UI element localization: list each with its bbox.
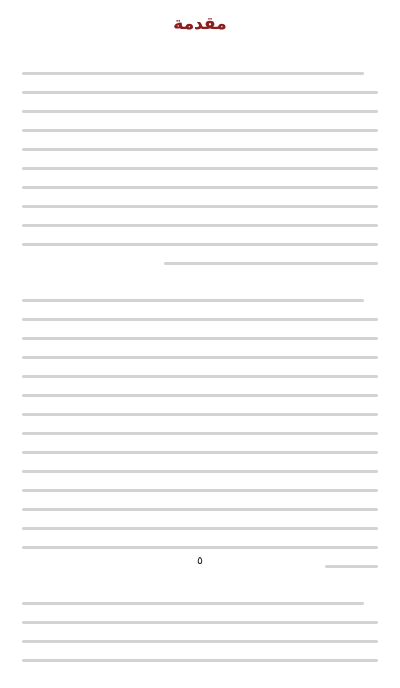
paragraph-3: [22, 594, 378, 670]
page-title: مقدمة: [173, 14, 227, 34]
paragraph-2: [22, 291, 378, 576]
paragraph-2-placeholder: [22, 291, 378, 576]
paragraph-1-placeholder: [22, 64, 378, 273]
body-text: [22, 64, 378, 688]
page-number: ٥: [197, 554, 203, 567]
paragraph-3-placeholder: [22, 594, 378, 670]
paragraph-1: [22, 64, 378, 273]
